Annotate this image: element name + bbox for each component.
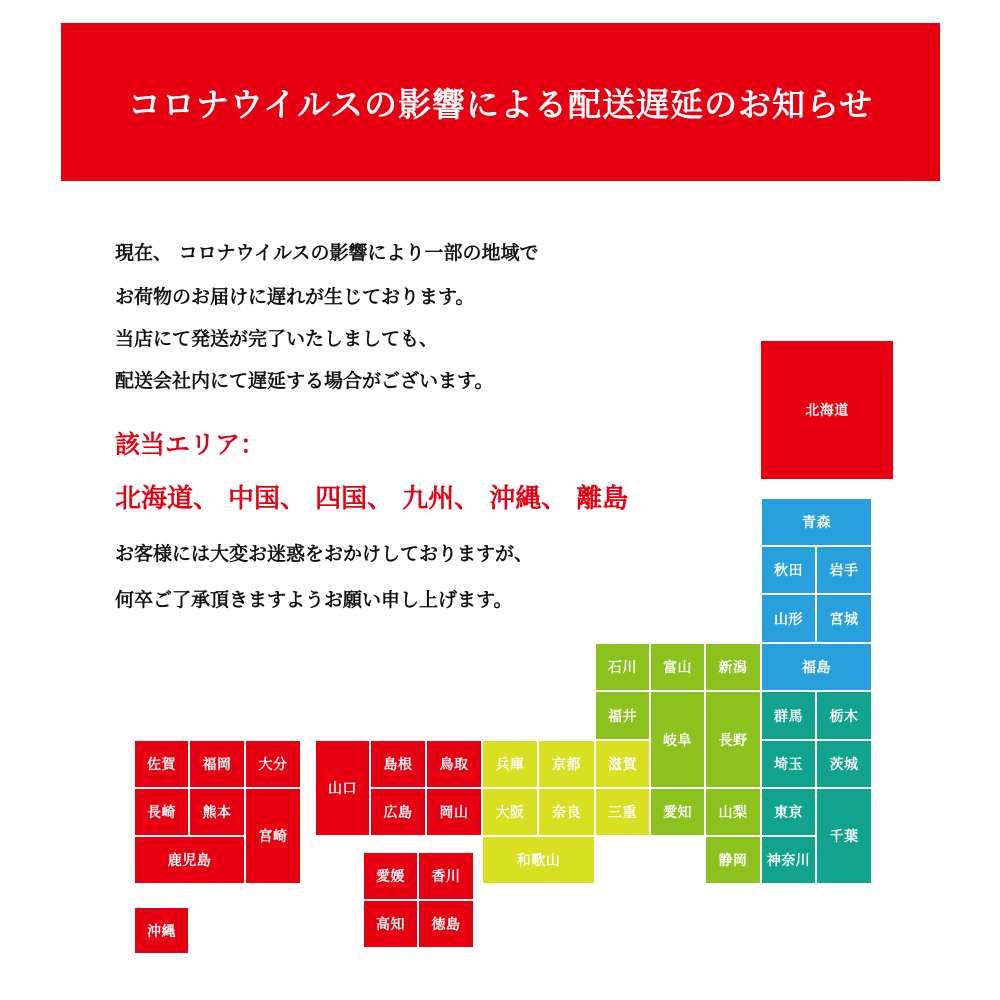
pref-saga: 佐賀	[135, 741, 188, 787]
header-banner	[61, 23, 940, 181]
pref-miyagi: 宮城	[817, 595, 871, 642]
pref-tokushima: 徳島	[419, 901, 473, 947]
pref-tottori: 鳥取	[427, 741, 481, 787]
pref-gunma: 群馬	[762, 692, 815, 739]
pref-yamanashi: 山梨	[706, 789, 760, 835]
pref-ibaraki: 茨城	[817, 741, 871, 787]
pref-wakayama: 和歌山	[483, 837, 594, 883]
pref-fukushima: 福島	[762, 644, 871, 690]
pref-tokyo: 東京	[762, 789, 815, 835]
affected-area-list: 北海道、 中国、 四国、 九州、 沖縄、 離島	[115, 484, 629, 514]
pref-kyoto: 京都	[539, 741, 594, 787]
pref-fukuoka: 福岡	[190, 741, 244, 787]
pref-hyogo: 兵庫	[483, 741, 537, 787]
pref-saitama: 埼玉	[762, 741, 815, 787]
pref-akita: 秋田	[762, 547, 815, 593]
pref-kagoshima: 鹿児島	[135, 837, 244, 883]
pref-nagano: 長野	[706, 692, 760, 787]
pref-miyazaki: 宮崎	[246, 789, 300, 883]
pref-niigata: 新潟	[706, 644, 760, 690]
pref-okayama: 岡山	[427, 789, 481, 835]
pref-ehime: 愛媛	[364, 853, 417, 899]
pref-nagasaki: 長崎	[135, 789, 188, 835]
pref-nara: 奈良	[539, 789, 594, 835]
pref-chiba: 千葉	[817, 789, 871, 883]
notice-line-2: お荷物のお届けに遅れが生じております。	[115, 286, 475, 308]
pref-gifu: 岐阜	[651, 692, 704, 787]
pref-kagawa: 香川	[419, 853, 473, 899]
pref-okinawa: 沖縄	[135, 908, 188, 953]
pref-mie: 三重	[596, 789, 649, 835]
pref-iwate: 岩手	[817, 547, 871, 593]
notice-line-5: お客様には大変お迷惑をおかけしておりますが、	[115, 543, 534, 565]
pref-kochi: 高知	[364, 901, 417, 947]
pref-kanagawa: 神奈川	[762, 837, 815, 883]
pref-aichi: 愛知	[651, 789, 704, 835]
banner-title: コロナウイルスの影響による配送遅延のお知らせ	[127, 84, 874, 124]
pref-hokkaido: 北海道	[761, 341, 893, 479]
pref-yamaguchi: 山口	[316, 741, 369, 835]
notice-line-6: 何卒ご了承頂きますようお願い申し上げます。	[115, 589, 513, 611]
pref-tochigi: 栃木	[817, 692, 871, 739]
pref-shimane: 島根	[371, 741, 425, 787]
pref-oita: 大分	[246, 741, 300, 787]
pref-aomori: 青森	[762, 499, 871, 545]
affected-area-label: 該当エリア：	[115, 430, 266, 459]
pref-yamagata: 山形	[762, 595, 815, 642]
notice-line-4: 配送会社内にて遅延する場合がございます。	[115, 370, 494, 392]
pref-fukui: 福井	[596, 692, 649, 739]
pref-osaka: 大阪	[483, 789, 537, 835]
pref-hiroshima: 広島	[371, 789, 425, 835]
pref-toyama: 富山	[651, 644, 704, 690]
notice-line-3: 当店にて発送が完了いたしましても、	[115, 328, 439, 350]
notice-line-1: 現在、 コロナウイルスの影響により一部の地域で	[115, 242, 539, 264]
pref-shizuoka: 静岡	[706, 837, 760, 883]
pref-shiga: 滋賀	[596, 741, 649, 787]
pref-ishikawa: 石川	[596, 644, 649, 690]
pref-kumamoto: 熊本	[190, 789, 244, 835]
